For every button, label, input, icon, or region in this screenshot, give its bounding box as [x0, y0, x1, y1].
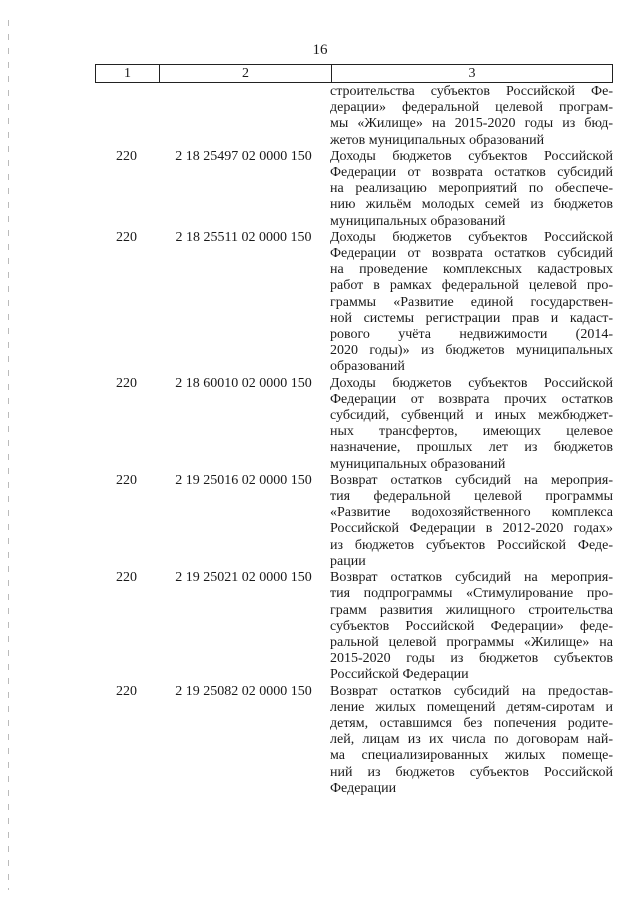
description-line: Федерации от возврата остатков субсидий — [330, 246, 613, 262]
description-line: Возврат остатков субсидий на предостав- — [330, 683, 613, 699]
row-budget-code: 2 19 25021 02 0000 150 — [175, 570, 312, 586]
row-budget-code: 2 19 25016 02 0000 150 — [175, 472, 312, 488]
row-description — [329, 149, 613, 230]
table-row — [95, 376, 613, 473]
description-line: Возврат остатков субсидий на мероприя- — [330, 570, 613, 586]
description-line: лей, лицам из их числа по договорам най- — [330, 732, 613, 748]
row-description — [329, 473, 613, 570]
header-col-2: 2 — [160, 65, 332, 82]
page-number: 16 — [312, 42, 328, 58]
table-row — [95, 570, 613, 683]
description-line: Доходы бюджетов субъектов Российской — [330, 375, 613, 391]
row-budget-code: 2 19 25082 02 0000 150 — [175, 683, 312, 699]
row-code-group: 220 — [116, 570, 137, 586]
row-code-group: 220 — [116, 472, 137, 488]
row-description — [329, 684, 613, 797]
row-code-group: 220 — [116, 375, 137, 391]
header-col-3: 3 — [468, 66, 476, 81]
description-line: Российской Федерации — [330, 667, 469, 683]
description-line: ральной целевой программы «Жилище» на — [330, 634, 613, 650]
description-line: ных трансфертов, имеющих целевое — [330, 424, 613, 440]
row-budget-code: 2 18 25511 02 0000 150 — [175, 229, 312, 245]
row-description — [329, 84, 613, 149]
row-budget-code: 2 18 60010 02 0000 150 — [175, 375, 312, 391]
row-code-group: 220 — [116, 148, 137, 164]
description-line: из бюджетов субъектов Российской Феде- — [330, 537, 613, 553]
row-code-group: 220 — [116, 229, 137, 245]
description-line: субсидий, субвенций и иных межбюджет- — [330, 408, 613, 424]
description-line: нию жильём молодых семей из бюджетов — [330, 197, 613, 213]
description-line: Федерации от возврата остатков субсидий — [330, 165, 613, 181]
description-line: образований — [330, 359, 405, 375]
table-row — [95, 473, 613, 570]
row-code-group: 220 — [116, 683, 137, 699]
description-line: «Развитие водохозяйственного комплекса — [330, 505, 613, 521]
description-line: Федерации — [330, 780, 397, 796]
description-line: работ в рамках федеральной целевой про- — [330, 278, 613, 294]
description-line: граммы «Развитие единой государствен- — [330, 294, 613, 310]
description-line: мы «Жилище» на 2015-2020 годы из бюд- — [330, 116, 613, 132]
header-col-1: 1 — [96, 65, 160, 82]
description-line: на реализацию мероприятий по обеспече- — [330, 181, 613, 197]
description-line: на проведение комплексных кадастровых — [330, 262, 613, 278]
table-row — [95, 149, 613, 230]
table-row — [95, 84, 613, 149]
row-description — [329, 230, 613, 376]
description-line: субъектов Российской Федерации» феде- — [330, 618, 613, 634]
table-body — [95, 84, 613, 797]
description-line: ной системы регистрации прав и кадаст- — [330, 310, 613, 326]
row-description — [329, 376, 613, 473]
description-line: тия подпрограммы «Стимулирование про- — [330, 586, 613, 602]
description-line: ление жилых помещений детям-сиротам и — [330, 699, 613, 715]
description-line: Доходы бюджетов субъектов Российской — [330, 229, 613, 245]
description-line: назначение, прошлых лет из бюджетов — [330, 440, 613, 456]
table-header — [95, 64, 613, 83]
table-row — [95, 684, 613, 797]
scan-margin-line — [8, 20, 9, 890]
description-line: рации — [330, 553, 366, 569]
description-line: детям, оставшимся без попечения родите- — [330, 715, 613, 731]
description-line: 2020 годы)» из бюджетов муниципальных — [330, 343, 613, 359]
description-line: Российской Федерации в 2012-2020 годах» — [330, 521, 613, 537]
description-line: жетов муниципальных образований — [330, 132, 545, 148]
description-line: муниципальных образований — [330, 213, 506, 229]
description-line: тия федеральной целевой программы — [330, 489, 613, 505]
row-budget-code — [158, 84, 329, 149]
description-line: ма специализированных жилых помеще- — [330, 748, 613, 764]
description-line: Доходы бюджетов субъектов Российской — [330, 148, 613, 164]
description-line: рового учёта недвижимости (2014- — [330, 327, 613, 343]
table-row — [95, 230, 613, 376]
row-budget-code: 2 18 25497 02 0000 150 — [175, 148, 312, 164]
description-line: строительства субъектов Российской Фе- — [330, 84, 613, 99]
description-line: ний из бюджетов субъектов Российской — [330, 764, 613, 780]
description-line: Возврат остатков субсидий на мероприя- — [330, 472, 613, 488]
description-line: дерации» федеральной целевой програм- — [330, 100, 613, 116]
row-description — [329, 570, 613, 683]
description-line: Федерации от возврата прочих остатков — [330, 391, 613, 407]
description-line: грамм развития жилищного строительства — [330, 602, 613, 618]
description-line: 2015-2020 годы из бюджетов субъектов — [330, 651, 613, 667]
row-code-group — [95, 84, 158, 149]
description-line: муниципальных образований — [330, 456, 506, 472]
